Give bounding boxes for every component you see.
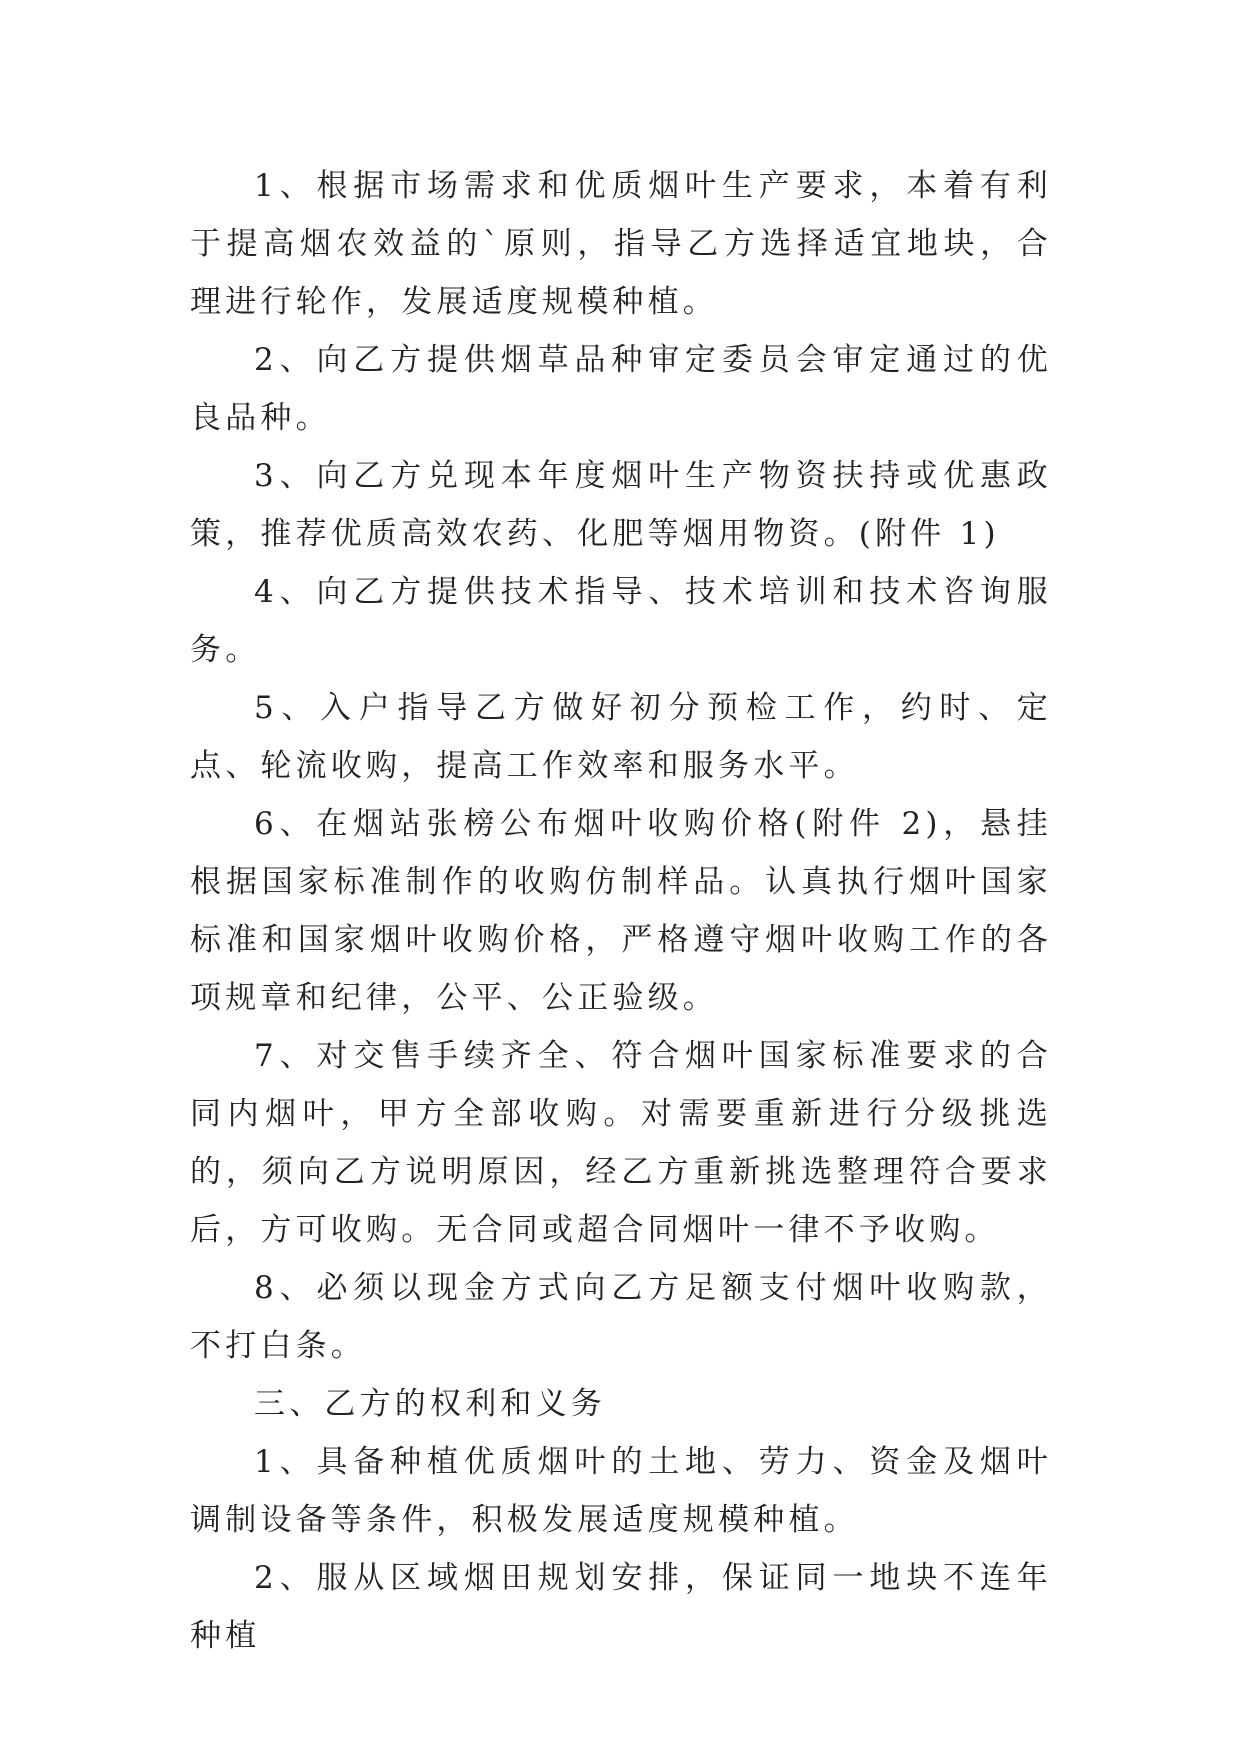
paragraph-7: 7、对交售手续齐全、符合烟叶国家标准要求的合同内烟叶，甲方全部收购。对需要重新进行分级挑选的，须向乙方说明原因，经乙方重新挑选整理符合要求后，方可收购。无合同或超合同烟叶一律不予收购。 [190,1038,1052,1248]
paragraph-10: 2、服从区域烟田规划安排，保证同一地块不连年种植 [190,1560,1052,1654]
paragraph-3: 3、向乙方兑现本年度烟叶生产物资扶持或优惠政策，推荐优质高效农药、化肥等烟用物资。(附件 1) [190,458,1052,552]
paragraph-9: 1、具备种植优质烟叶的土地、劳力、资金及烟叶调制设备等条件，积极发展适度规模种植。 [190,1444,1052,1538]
section-heading-party-b: 三、乙方的权利和义务 [254,1386,606,1422]
paragraph-8: 8、必须以现金方式向乙方足额支付烟叶收购款，不打白条。 [190,1270,1052,1364]
paragraph-2: 2、向乙方提供烟草品种审定委员会审定通过的优良品种。 [190,342,1052,436]
paragraph-5: 5、入户指导乙方做好初分预检工作，约时、定点、轮流收购，提高工作效率和服务水平。 [190,690,1052,784]
paragraph-6: 6、在烟站张榜公布烟叶收购价格(附件 2)，悬挂根据国家标准制作的收购仿制样品。认真执行烟叶国家标准和国家烟叶收购价格，严格遵守烟叶收购工作的各项规章和纪律，公平、公正验级。 [190,806,1052,1016]
paragraph-1: 1、根据市场需求和优质烟叶生产要求，本着有利于提高烟农效益的`原则，指导乙方选择适宜地块，合理进行轮作，发展适度规模种植。 [190,168,1052,320]
paragraph-4: 4、向乙方提供技术指导、技术培训和技术咨询服务。 [190,574,1052,668]
document-body [190,157,1052,1665]
